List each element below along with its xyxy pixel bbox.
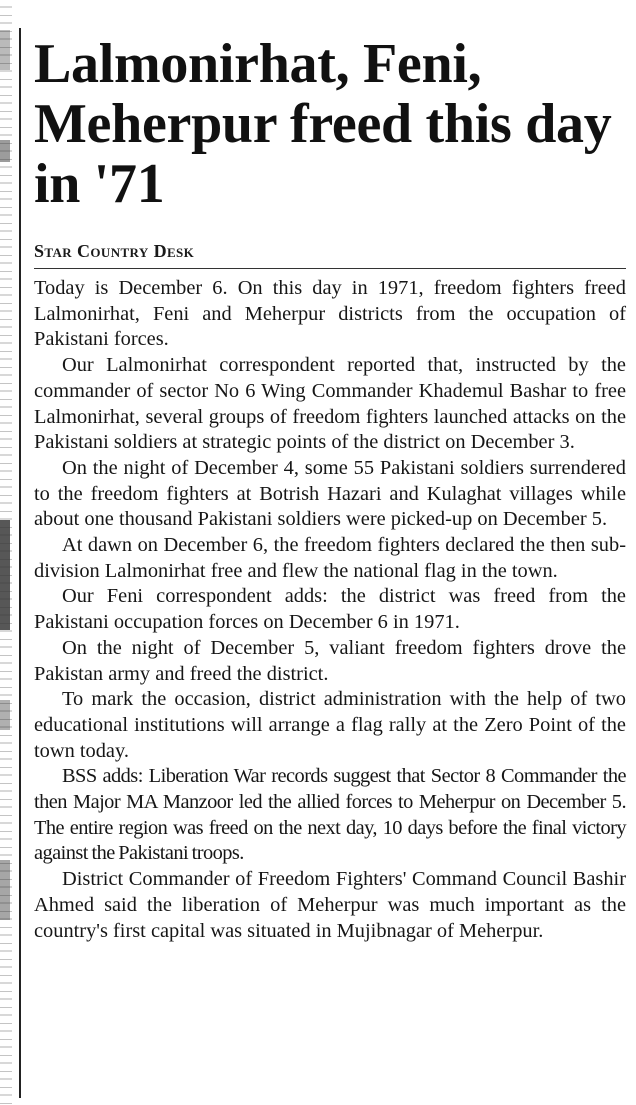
paragraph-lalmonirhat-report: Our Lalmonirhat correspondent reported that, instructed by the commander of sector No 6 Wing Commander Khademul Bashar to free Lalmonirhat, several groups of freedom fighters launched attacks on the Pakistani soldiers at strategic points of the district on December 3. bbox=[34, 354, 626, 454]
headline: Lalmonirhat, Feni, Meherpur freed this day in '71 bbox=[34, 33, 612, 215]
paragraph-surrender: On the night of December 4, some 55 Pakistani soldiers surrendered to the freedom fighters at Botrish Hazari and Kulaghat villages while about one thousand Pakistani soldiers were picked-up on December 5. bbox=[34, 456, 626, 531]
paragraph-intro: Today is December 6. On this day in 1971, freedom fighters freed Lalmonirhat, Feni and Meherpur districts from the occupation of Pakistani forces. bbox=[34, 277, 626, 351]
paragraph-bss-meherpur: BSS adds: Liberation War records suggest that Sector 8 Commander the then Major MA Manzoor led the allied forces to Meherpur on December 5. The entire region was freed on the next day, 10 days before the final victory against the Pakistani troops. bbox=[34, 765, 626, 865]
byline-text: Star Country Desk bbox=[34, 241, 195, 261]
byline bbox=[34, 241, 626, 269]
adjacent-column-edge bbox=[0, 0, 12, 1105]
paragraph-flag-rally: To mark the occasion, district administration with the help of two educational institutions will arrange a flag rally at the Zero Point of the town today. bbox=[34, 688, 626, 762]
column-rule bbox=[19, 28, 21, 1098]
paragraph-feni-report: Our Feni correspondent adds: the district was freed from the Pakistani occupation forces on December 6 in 1971. bbox=[34, 585, 626, 634]
paragraph-feni-night: On the night of December 5, valiant freedom fighters drove the Pakistan army and freed the district. bbox=[34, 636, 626, 685]
paragraph-dawn-declaration: At dawn on December 6, the freedom fighters declared the then sub-division Lalmonirhat free and flew the national flag in the town. bbox=[34, 534, 626, 582]
article-body bbox=[34, 276, 626, 944]
paragraph-bashir-ahmed: District Commander of Freedom Fighters' Command Council Bashir Ahmed said the liberation of Meherpur was much important as the country's first capital was situated in Mujibnagar of Meherpur. bbox=[34, 868, 626, 942]
news-article bbox=[34, 34, 626, 944]
